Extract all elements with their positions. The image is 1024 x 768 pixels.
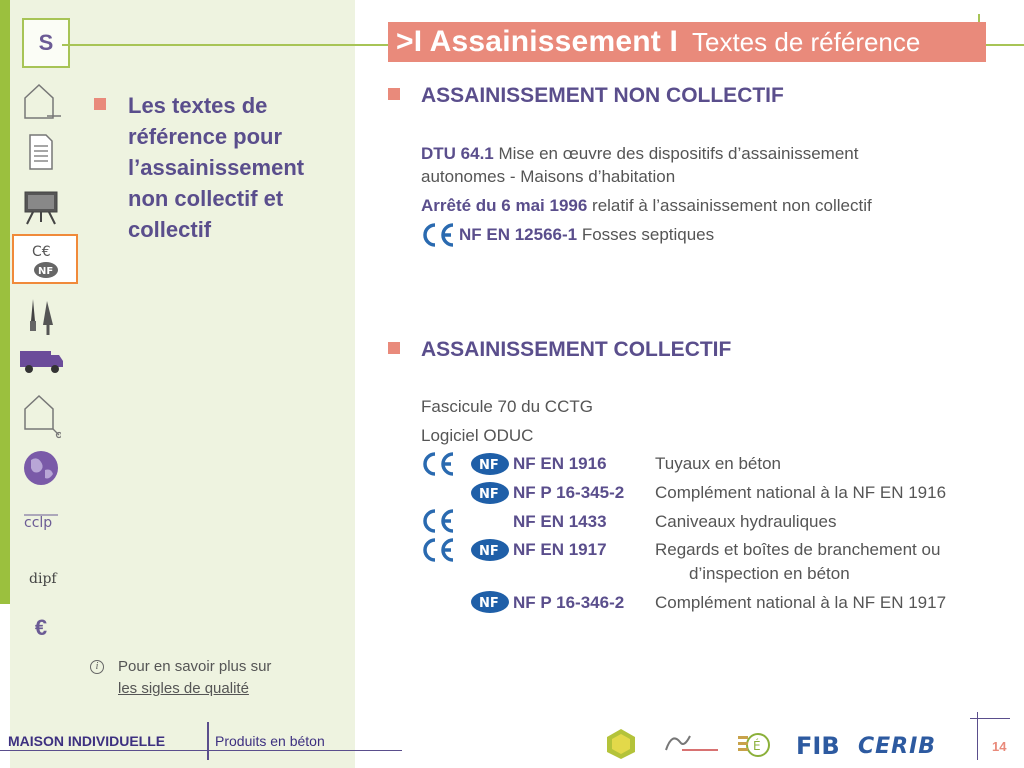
- page-title: >I Assainissement I: [396, 25, 678, 58]
- svg-text:NF: NF: [479, 544, 499, 559]
- page-subtitle: Textes de référence: [692, 26, 921, 57]
- dtu-line: [421, 144, 858, 164]
- cerpet-logo: [660, 728, 722, 760]
- section1-title: ASSAINISSEMENT NON COLLECTIF: [421, 84, 784, 107]
- page-number: 14: [992, 739, 1007, 754]
- eco-logo: [736, 728, 772, 760]
- std-desc: Regards et boîtes de branchement ou: [655, 540, 941, 559]
- svg-text:FIB: FIB: [796, 732, 840, 760]
- nf-mark-icon: [470, 590, 510, 614]
- arrete-line: [421, 196, 872, 216]
- dtu-text: Mise en œuvre des dispositifs d’assainissement: [493, 144, 859, 163]
- sidebar-nav: [10, 0, 72, 645]
- oduc-line: Logiciel ODUC: [421, 426, 534, 445]
- svg-text:NF: NF: [479, 487, 499, 502]
- nf-12566-code: NF EN 12566-1: [459, 225, 578, 244]
- globe-icon[interactable]: [10, 442, 72, 494]
- document-icon[interactable]: [10, 126, 72, 178]
- info-icon: i: [90, 660, 104, 674]
- svg-text:NF: NF: [38, 266, 54, 277]
- fib-logo: [796, 728, 844, 760]
- arrete-text: relatif à l’assainissement non collectif: [587, 196, 872, 215]
- std-code: NF P 16-345-2: [513, 483, 625, 502]
- dipf-icon[interactable]: [10, 552, 72, 604]
- ecole-logo: [606, 728, 636, 760]
- nf-12566-line: [459, 225, 714, 245]
- footer-line: [0, 750, 402, 751]
- fascicule-line: Fascicule 70 du CCTG: [421, 397, 593, 416]
- drawing-board-icon[interactable]: [10, 180, 72, 232]
- house-outline-icon[interactable]: [10, 390, 72, 442]
- left-heading: Les textes de référence pour l’assainissement non collectif et collectif: [128, 93, 305, 242]
- std-code: NF EN 1916: [513, 454, 607, 473]
- cclp-icon[interactable]: [10, 496, 72, 548]
- corner-line-v: [977, 712, 978, 760]
- footer-brand: MAISON INDIVIDUELLE: [8, 733, 166, 749]
- std-code: NF P 16-346-2: [513, 593, 625, 612]
- nf-12566-text: Fosses septiques: [577, 225, 715, 244]
- ce-mark-icon: [420, 222, 456, 248]
- quality-labels-link[interactable]: les sigles de qualité: [118, 680, 249, 697]
- title-banner: [388, 22, 986, 62]
- info-text: Pour en savoir plus sur: [118, 658, 272, 675]
- cerib-logo: CERIB: [858, 734, 937, 759]
- std-desc-cont: d’inspection en béton: [689, 564, 850, 583]
- left-bullet: [94, 98, 106, 110]
- nf-mark-icon: [470, 481, 510, 505]
- ce-mark-icon: [420, 537, 456, 563]
- std-desc: Caniveaux hydrauliques: [655, 512, 837, 531]
- footer-subtitle: Produits en béton: [215, 733, 325, 749]
- cclp-label: cclp: [24, 515, 53, 531]
- ce-nf-icon: [14, 236, 76, 282]
- nf-mark-icon: [470, 452, 510, 476]
- svg-text:C€: C€: [32, 244, 51, 260]
- arrete-code: Arrêté du 6 mai 1996: [421, 196, 588, 215]
- ce-mark-icon: [420, 508, 456, 534]
- euro-label: €: [34, 615, 48, 640]
- section1-bullet: [388, 88, 400, 100]
- std-code: NF EN 1433: [513, 512, 607, 531]
- std-desc: Tuyaux en béton: [655, 454, 782, 473]
- truck-icon[interactable]: [10, 334, 72, 386]
- svg-text:É: É: [753, 739, 761, 753]
- std-desc: Complément national à la NF EN 1916: [655, 483, 947, 502]
- sidebar-s-button[interactable]: [22, 18, 70, 68]
- corner-line-h: [970, 718, 1010, 719]
- dtu-code: DTU 64.1: [421, 144, 494, 163]
- s-letter: S: [38, 30, 54, 55]
- nf-mark-icon: [470, 538, 510, 562]
- section2-bullet: [388, 342, 400, 354]
- svg-text:NF: NF: [479, 596, 499, 611]
- green-stripe: [0, 0, 10, 604]
- ce-nf-button[interactable]: [12, 234, 78, 284]
- dtu-text-2: autonomes - Maisons d’habitation: [421, 167, 676, 186]
- dipf-label: dipf: [29, 571, 57, 587]
- section2-title: ASSAINISSEMENT COLLECTIF: [421, 338, 732, 361]
- house-plan-icon[interactable]: [10, 76, 72, 128]
- ce-mark-icon: [420, 451, 456, 477]
- euro-icon[interactable]: [10, 602, 72, 654]
- std-code: NF EN 1917: [513, 540, 607, 559]
- svg-text:NF: NF: [479, 458, 499, 473]
- std-desc: Complément national à la NF EN 1917: [655, 593, 947, 612]
- footer-divider: [207, 722, 209, 760]
